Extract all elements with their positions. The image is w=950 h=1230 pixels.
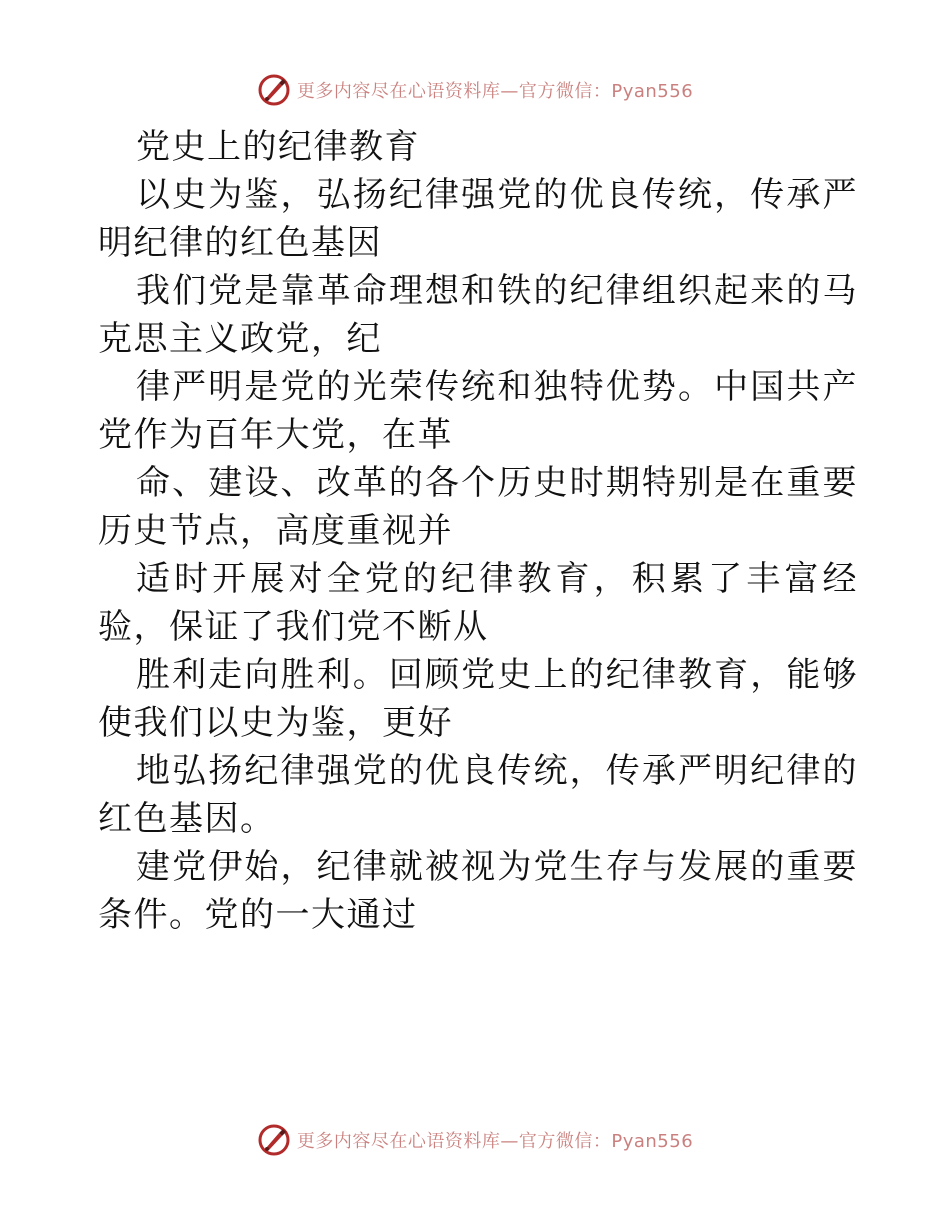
document-body <box>98 123 858 939</box>
watermark-text: 更多内容尽在心语资料库—官方微信：Pyan556 <box>296 81 694 102</box>
paragraph: 律严明是党的光荣传统和独特优势。中国共产党作为百年大党，在革 <box>98 367 858 455</box>
header-watermark <box>0 70 950 110</box>
paragraph: 适时开展对全党的纪律教育，积累了丰富经验，保证了我们党不断从 <box>98 559 858 647</box>
paragraph: 建党伊始，纪律就被视为党生存与发展的重要条件。党的一大通过 <box>98 847 858 935</box>
footer-watermark <box>0 1120 950 1160</box>
document-title: 党史上的纪律教育 <box>136 127 420 167</box>
watermark-text: 更多内容尽在心语资料库—官方微信：Pyan556 <box>296 1131 694 1152</box>
paragraph: 我们党是靠革命理想和铁的纪律组织起来的马克思主义政党，纪 <box>98 271 858 359</box>
paragraph: 地弘扬纪律强党的优良传统，传承严明纪律的红色基因。 <box>98 751 858 839</box>
pen-logo-icon <box>257 1123 291 1157</box>
paragraph: 命、建设、改革的各个历史时期特别是在重要历史节点，高度重视并 <box>98 463 858 551</box>
pen-logo-icon <box>257 73 291 107</box>
paragraph: 以史为鉴，弘扬纪律强党的优良传统，传承严明纪律的红色基因 <box>98 175 858 263</box>
paragraph: 胜利走向胜利。回顾党史上的纪律教育，能够使我们以史为鉴，更好 <box>98 655 858 743</box>
